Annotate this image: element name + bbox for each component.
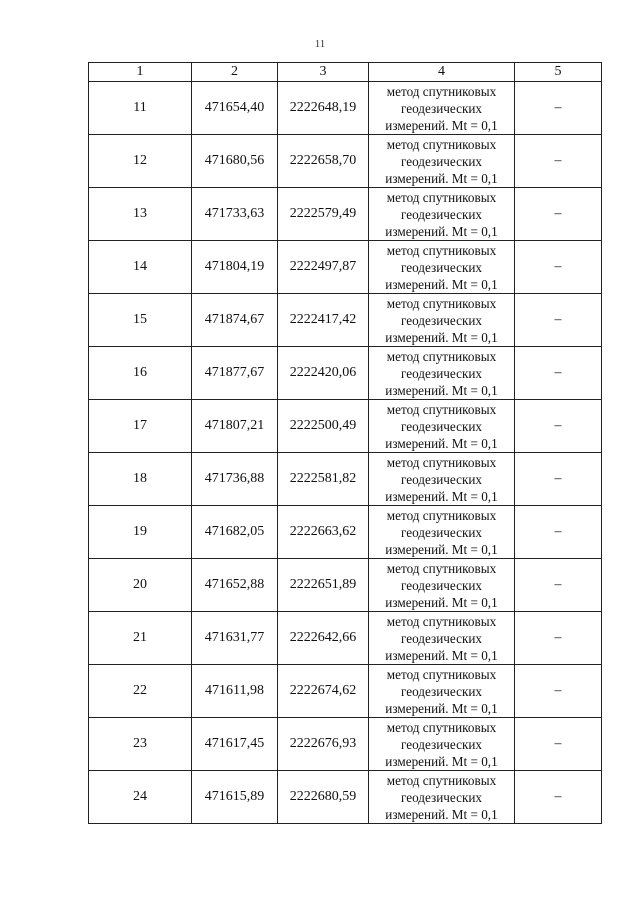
table-row (89, 294, 602, 347)
coordinates-table (88, 62, 602, 824)
x-coordinate-cell: 471680,56 (192, 135, 278, 188)
x-coordinate-cell: 471611,98 (192, 665, 278, 718)
note-cell: – (515, 241, 602, 294)
y-coordinate-cell: 2222648,19 (278, 82, 369, 135)
point-number-cell: 22 (89, 665, 192, 718)
header-cell-5: 5 (515, 63, 602, 82)
method-cell: метод спутниковых геодезических измерений. Mt = 0,1 (369, 453, 515, 506)
table-row (89, 188, 602, 241)
table-row (89, 559, 602, 612)
table-row (89, 665, 602, 718)
x-coordinate-cell: 471631,77 (192, 612, 278, 665)
method-cell: метод спутниковых геодезических измерений. Mt = 0,1 (369, 612, 515, 665)
note-cell: – (515, 294, 602, 347)
table-body (89, 82, 602, 824)
y-coordinate-cell: 2222663,62 (278, 506, 369, 559)
point-number-cell: 12 (89, 135, 192, 188)
table-row (89, 400, 602, 453)
point-number-cell: 16 (89, 347, 192, 400)
table-row (89, 771, 602, 824)
table-row (89, 718, 602, 771)
y-coordinate-cell: 2222658,70 (278, 135, 369, 188)
x-coordinate-cell: 471652,88 (192, 559, 278, 612)
x-coordinate-cell: 471807,21 (192, 400, 278, 453)
x-coordinate-cell: 471682,05 (192, 506, 278, 559)
method-cell: метод спутниковых геодезических измерений. Mt = 0,1 (369, 559, 515, 612)
table-row (89, 82, 602, 135)
point-number-cell: 14 (89, 241, 192, 294)
y-coordinate-cell: 2222417,42 (278, 294, 369, 347)
point-number-cell: 21 (89, 612, 192, 665)
y-coordinate-cell: 2222581,82 (278, 453, 369, 506)
x-coordinate-cell: 471654,40 (192, 82, 278, 135)
x-coordinate-cell: 471615,89 (192, 771, 278, 824)
note-cell: – (515, 665, 602, 718)
x-coordinate-cell: 471804,19 (192, 241, 278, 294)
method-cell: метод спутниковых геодезических измерений. Mt = 0,1 (369, 188, 515, 241)
note-cell: – (515, 559, 602, 612)
x-coordinate-cell: 471877,67 (192, 347, 278, 400)
point-number-cell: 20 (89, 559, 192, 612)
y-coordinate-cell: 2222579,49 (278, 188, 369, 241)
y-coordinate-cell: 2222674,62 (278, 665, 369, 718)
y-coordinate-cell: 2222676,93 (278, 718, 369, 771)
y-coordinate-cell: 2222680,59 (278, 771, 369, 824)
x-coordinate-cell: 471617,45 (192, 718, 278, 771)
table-row (89, 241, 602, 294)
method-cell: метод спутниковых геодезических измерений. Mt = 0,1 (369, 506, 515, 559)
y-coordinate-cell: 2222420,06 (278, 347, 369, 400)
y-coordinate-cell: 2222497,87 (278, 241, 369, 294)
note-cell: – (515, 347, 602, 400)
note-cell: – (515, 771, 602, 824)
table-row (89, 453, 602, 506)
method-cell: метод спутниковых геодезических измерений. Mt = 0,1 (369, 718, 515, 771)
x-coordinate-cell: 471874,67 (192, 294, 278, 347)
header-row (89, 63, 602, 82)
note-cell: – (515, 400, 602, 453)
method-cell: метод спутниковых геодезических измерений. Mt = 0,1 (369, 665, 515, 718)
table-row (89, 506, 602, 559)
method-cell: метод спутниковых геодезических измерений. Mt = 0,1 (369, 771, 515, 824)
note-cell: – (515, 82, 602, 135)
point-number-cell: 15 (89, 294, 192, 347)
table-row (89, 612, 602, 665)
method-cell: метод спутниковых геодезических измерений. Mt = 0,1 (369, 400, 515, 453)
y-coordinate-cell: 2222500,49 (278, 400, 369, 453)
y-coordinate-cell: 2222651,89 (278, 559, 369, 612)
point-number-cell: 24 (89, 771, 192, 824)
point-number-cell: 18 (89, 453, 192, 506)
method-cell: метод спутниковых геодезических измерений. Mt = 0,1 (369, 241, 515, 294)
y-coordinate-cell: 2222642,66 (278, 612, 369, 665)
point-number-cell: 13 (89, 188, 192, 241)
method-cell: метод спутниковых геодезических измерений. Mt = 0,1 (369, 294, 515, 347)
method-cell: метод спутниковых геодезических измерений. Mt = 0,1 (369, 82, 515, 135)
note-cell: – (515, 718, 602, 771)
header-cell-2: 2 (192, 63, 278, 82)
header-cell-1: 1 (89, 63, 192, 82)
point-number-cell: 23 (89, 718, 192, 771)
note-cell: – (515, 453, 602, 506)
method-cell: метод спутниковых геодезических измерений. Mt = 0,1 (369, 347, 515, 400)
x-coordinate-cell: 471736,88 (192, 453, 278, 506)
note-cell: – (515, 135, 602, 188)
page-number: 11 (314, 38, 326, 50)
table-row (89, 135, 602, 188)
note-cell: – (515, 612, 602, 665)
table-row (89, 347, 602, 400)
point-number-cell: 19 (89, 506, 192, 559)
note-cell: – (515, 188, 602, 241)
header-cell-3: 3 (278, 63, 369, 82)
method-cell: метод спутниковых геодезических измерений. Mt = 0,1 (369, 135, 515, 188)
point-number-cell: 17 (89, 400, 192, 453)
note-cell: – (515, 506, 602, 559)
header-cell-4: 4 (369, 63, 515, 82)
point-number-cell: 11 (89, 82, 192, 135)
x-coordinate-cell: 471733,63 (192, 188, 278, 241)
